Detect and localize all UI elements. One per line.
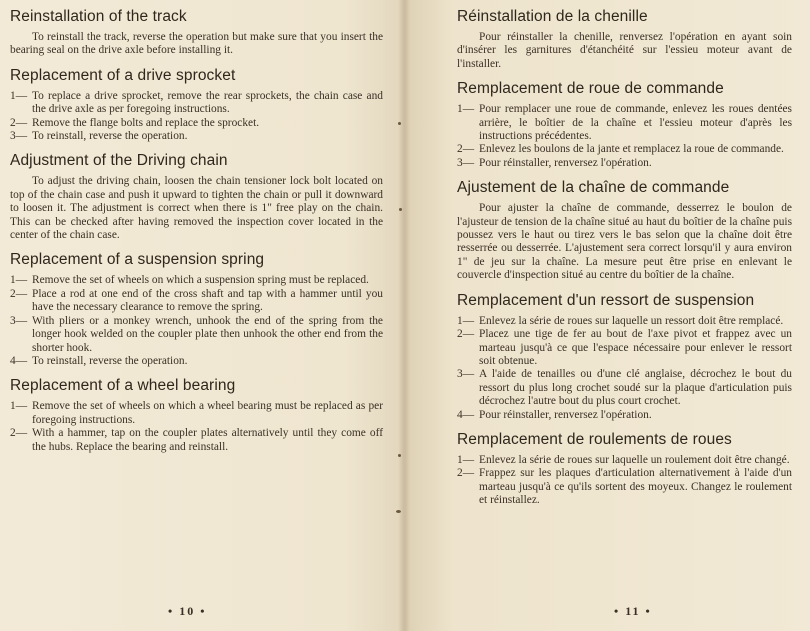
step-list bbox=[457, 454, 792, 508]
binding-speck bbox=[399, 208, 402, 211]
section-paragraph: Pour ajuster la chaîne de commande, desserrez le boulon de l'ajusteur de tension de la chaîne situé au haut du boîtier de la chaîne puis poussez vers le haut ou tirez vers le bas selon que la chaîne doit être resserrée ou desserrée. L'ajustement sera correct lorsqu'il y aura environ 1" de jeu sur la chaîne. La mesure peut être prise en enlevant le couvercle d'inspection situé au centre du boîtier de la chaîne. bbox=[457, 202, 792, 282]
section-suspension-spring bbox=[10, 251, 383, 368]
list-item: 1— Pour remplacer une roue de commande, enlevez les roues dentées arrière, le boîtier de la chaîne et l'essieu moteur d'après les instructions précédentes. bbox=[457, 103, 792, 143]
section-drive-sprocket bbox=[10, 67, 383, 144]
list-item: 2— Enlevez les boulons de la jante et remplacez la roue de commande. bbox=[457, 143, 784, 156]
list-item: 1— Enlevez la série de roues sur laquelle un ressort doit être remplacé. bbox=[457, 314, 784, 327]
list-item: 3— To reinstall, reverse the operation. bbox=[10, 130, 188, 143]
section-heading: Replacement of a drive sprocket bbox=[10, 66, 236, 84]
list-item: 3— Pour réinstaller, renversez l'opération. bbox=[457, 156, 652, 169]
section-heading: Ajustement de la chaîne de commande bbox=[457, 179, 730, 197]
list-item: 4— Pour réinstaller, renversez l'opération. bbox=[457, 408, 652, 421]
list-item: 1— Remove the set of wheels on which a suspension spring must be replaced. bbox=[10, 274, 369, 287]
section-heading: Adjustment of the Driving chain bbox=[10, 152, 228, 170]
step-list bbox=[10, 274, 383, 368]
section-chaine-commande bbox=[457, 179, 792, 282]
list-item: 1— Enlevez la série de roues sur laquelle un roulement doit être changé. bbox=[457, 453, 790, 466]
section-reinstallation-track bbox=[10, 8, 383, 58]
list-item: 2— Remove the flange bolts and replace the sprocket. bbox=[10, 116, 260, 129]
list-item: 2— Placez une tige de fer au bout de l'axe pivot et frappez avec un marteau jusqu'à ce que l'espace nécessaire pour enlever le ressort soit obtenue. bbox=[457, 328, 792, 367]
page-right bbox=[405, 0, 810, 631]
list-item: 2— Frappez sur les plaques d'articulation alternativement à l'aide d'un marteau jusqu'à ce qu'ils sortent des moyeux. Changez le roulement et réinstallez. bbox=[457, 467, 792, 507]
list-item: 3— With pliers or a monkey wrench, unhook the end of the spring from the longer hook welded on the coupler plate then unhook the other end from the shorter hook. bbox=[10, 314, 383, 354]
binding-speck bbox=[398, 122, 401, 125]
section-ressort-suspension bbox=[457, 292, 792, 422]
list-item: 2— With a hammer, tap on the coupler plates alternatively until they come off the hubs. Replace the bearing and reinstall. bbox=[10, 427, 383, 453]
binding-speck bbox=[396, 510, 401, 513]
step-list bbox=[457, 315, 792, 422]
step-list bbox=[10, 90, 383, 144]
list-item: 3— A l'aide de tenailles ou d'une clé anglaise, décrochez le bout du ressort du plus long crochet soudé sur la plaque d'articulation puis décrochez l'autre bout du plus court crochet. bbox=[457, 368, 792, 408]
section-driving-chain bbox=[10, 152, 383, 242]
binding-gutter bbox=[398, 0, 410, 631]
section-wheel-bearing bbox=[10, 377, 383, 454]
section-paragraph: Pour réinstaller la chenille, renversez l'opération en ayant soin d'insérer les garnitures d'étanchéité sur l'essieu moteur avant de l'installer. bbox=[457, 31, 792, 70]
section-roulements-roues bbox=[457, 431, 792, 508]
list-item: 4— To reinstall, reverse the operation. bbox=[10, 354, 188, 367]
section-heading: Remplacement d'un ressort de suspension bbox=[457, 291, 755, 309]
section-heading: Replacement of a suspension spring bbox=[10, 251, 265, 269]
binding-speck bbox=[398, 454, 401, 457]
section-paragraph: To adjust the driving chain, loosen the chain tensioner lock bolt located on top of the chain case and push it upward to tighten the chain or pull it downward to loosen it. The adjustment is correct when there is 1" free play on the chain. This can be checked after having removed the inspection cover located in the center of the chain case. bbox=[10, 175, 383, 242]
step-list bbox=[10, 400, 383, 454]
section-heading: Replacement of a wheel bearing bbox=[10, 377, 236, 395]
section-paragraph: To reinstall the track, reverse the operation but make sure that you insert the bearing seal on the drive axle before installing it. bbox=[10, 31, 383, 57]
section-heading: Remplacement de roulements de roues bbox=[457, 430, 732, 448]
page-number: • 11 • bbox=[614, 604, 652, 618]
section-heading: Réinstallation de la chenille bbox=[457, 8, 648, 25]
section-reinstallation-chenille bbox=[457, 8, 792, 71]
step-list bbox=[457, 103, 792, 170]
list-item: 1— To replace a drive sprocket, remove the rear sprockets, the chain case and the drive axle as per foregoing instructions. bbox=[10, 89, 383, 116]
page-number: • 10 • bbox=[168, 604, 207, 618]
section-roue-commande bbox=[457, 80, 792, 170]
list-item: 1— Remove the set of wheels on which a wheel bearing must be replaced as per foregoing instructions. bbox=[10, 400, 383, 426]
list-item: 2— Place a rod at one end of the cross shaft and tap with a hammer until you have the necessary clearance to remove the spring. bbox=[10, 287, 383, 314]
section-heading: Remplacement de roue de commande bbox=[457, 80, 724, 98]
section-heading: Reinstallation of the track bbox=[10, 8, 187, 25]
